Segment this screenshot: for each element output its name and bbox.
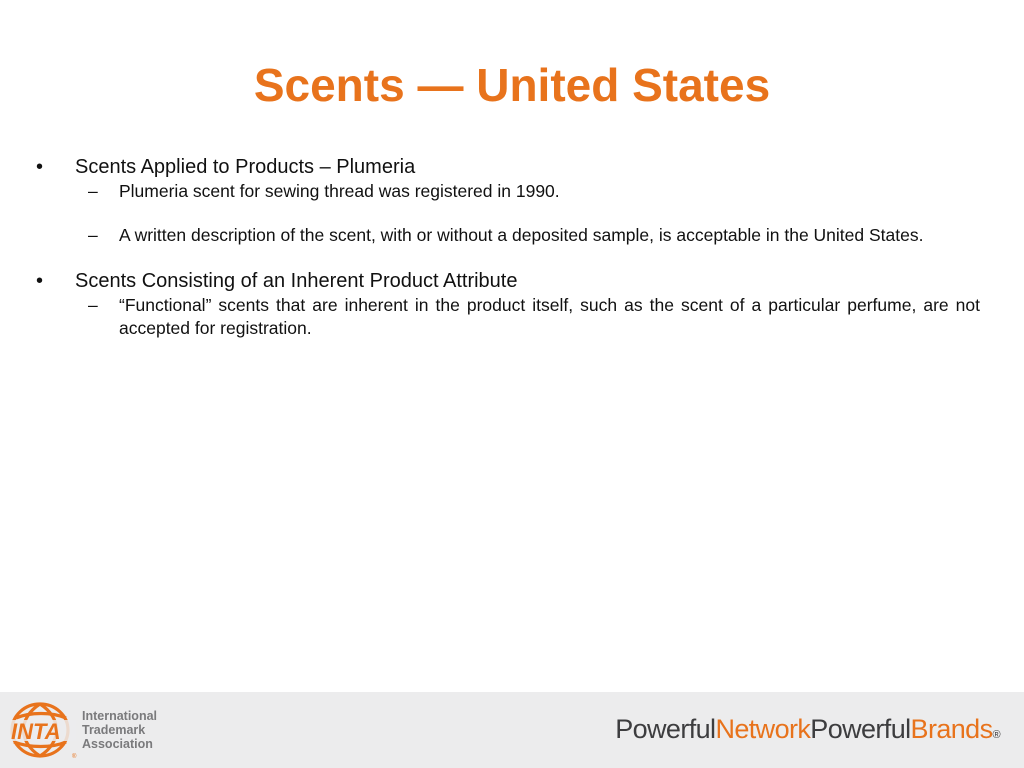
slide-body [30, 154, 980, 340]
svg-text:®: ® [72, 754, 77, 760]
sub-bullet-item [30, 180, 980, 203]
bullet-marker: • [36, 156, 44, 178]
inta-globe-arcs-icon [10, 700, 82, 760]
registered-mark: ® [992, 729, 1000, 741]
tagline-powerful: Powerful [615, 714, 716, 744]
sub-bullet-marker: – [88, 181, 98, 201]
logo-line: International [82, 709, 158, 723]
bullet-item [30, 154, 980, 180]
bullet-marker: • [36, 270, 44, 292]
slide-title: Scents — United States [253, 59, 771, 111]
sub-bullet-marker: – [88, 225, 98, 245]
logo-org-name [82, 709, 157, 751]
logo-line: Trademark [82, 723, 146, 737]
sub-bullet-item [30, 294, 980, 340]
inta-mark: INTA [11, 719, 61, 744]
logo-line: Association [82, 737, 153, 751]
tagline-brands: Brands [910, 714, 993, 744]
tagline-powerful: Powerful [810, 714, 911, 744]
bullet-text: Scents Consisting of an Inherent Product Attribute [75, 270, 518, 292]
bullet-text: Scents Applied to Products – Plumeria [75, 156, 416, 178]
sub-bullet-text: A written description of the scent, with or without a deposited sample, is acceptable in the United States. [119, 225, 924, 245]
sub-bullet-text: Plumeria scent for sewing thread was registered in 1990. [119, 181, 560, 201]
sub-bullet-text: “Functional” scents that are inherent in the product itself, such as the scent of a particular perfume, are not accepted for registration. [119, 295, 980, 338]
tagline [615, 714, 1000, 750]
footer-bar [0, 692, 1024, 768]
sub-bullet-item [30, 224, 980, 247]
sub-bullet-marker: – [88, 295, 98, 315]
inta-logo [10, 700, 180, 760]
tagline-network: Network [715, 714, 811, 744]
bullet-item [30, 268, 980, 294]
